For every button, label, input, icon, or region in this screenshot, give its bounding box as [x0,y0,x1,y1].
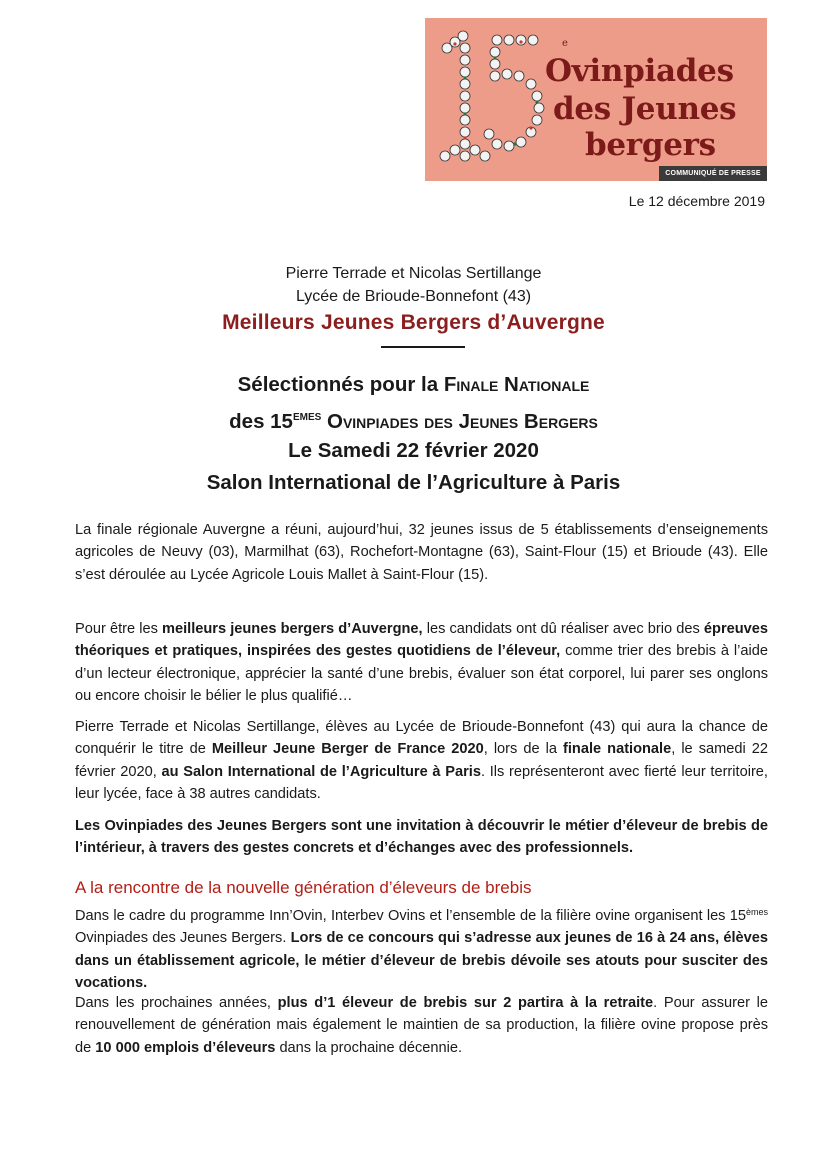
logo-superscript: e [562,38,568,49]
paragraph-invitation: Les Ovinpiades des Jeunes Bergers sont une invitation à découvrir le métier d’éleveur de brebis de l’intérieur, à travers des gestes concrets et d’échanges avec des professionnels. [75,818,768,857]
headline-line-2: des 15EMES Ovinpiades des Jeunes Bergers [229,410,598,433]
paragraph-program: Dans le cadre du programme Inn’Ovin, Interbev Ovins et l’ensemble de la filière ovine organisent les 15èmes Ovinpiades des Jeunes Bergers. Lors de ce concours qui s’adresse aux jeunes de 16 à 24 ans, élèves dans un établissement agricole, le métier d’éleveur de brebis dévoile ses atouts pour susciter des vocations. [75,907,768,992]
section-subheading: A la rencontre de la nouvelle génération d’éleveurs de brebis [75,878,532,897]
logo-line-1: Ovinpiades [545,53,734,89]
school-name: Lycée de Brioude-Bonnefont (43) [295,288,532,305]
paragraph-finalists: Pierre Terrade et Nicolas Sertillange, élèves au Lycée de Brioude-Bonnefont (43) qui aura la chance de conquérir le titre de Meilleur Jeune Berger de France 2020, lors de la finale nationale, le samedi 22 février 2020, au Salon International de l’Agriculture à Paris. Ils représenteront avec fierté leur territoire, leur lycée, face à 38 autres candidats. [75,719,769,803]
header-names-block [0,262,827,308]
title-divider [381,346,465,348]
logo-line-3: bergers [585,127,716,163]
logo-line-2: des Jeunes [553,91,737,127]
paragraph-jobs: Dans les prochaines années, plus d’1 éleveur de brebis sur 2 partira à la retraite. Pour assurer le renouvellement de génération mais également le maintien de sa production, la filière ovine propose près de 10 000 emplois d’éleveurs dans la prochaine décennie. [75,995,768,1056]
winner-names: Pierre Terrade et Nicolas Sertillange [285,265,542,282]
paragraph-regional-final: La finale régionale Auvergne a réuni, aujourd’hui, 32 jeunes issus de 5 établissements d’enseignements agricoles de Neuvy (03), Marmilhat (63), Rochefort-Montagne (63), Saint-Flour (15) et Brioude (43). Elle s’est déroulée au Lycée Agricole Louis Mallet à Saint-Flour (15). [75,522,768,583]
ovinpiades-logo [425,18,767,181]
headline-line-1: Sélectionnés pour la Finale Nationale [237,373,590,396]
paragraph-events: Pour être les meilleurs jeunes bergers d’Auvergne, les candidats ont dû réaliser avec brio des épreuves théoriques et pratiques, inspirées des gestes quotidiens de l’éleveur, comme trier des brebis à l’aide d’un lecteur électronique, apprécier la santé d’une brebis, évaluer son état corporel, lui parer ses onglons ou encore choisir le bélier le plus qualifié… [75,621,769,705]
press-release-band: COMMUNIQUÉ DE PRESSE [659,166,767,181]
headline-line-4: Salon International de l’Agriculture à Paris [206,471,621,494]
headline-line-3: Le Samedi 22 février 2020 [288,439,539,462]
sheep-15-illustration [425,18,555,181]
release-date: Le 12 décembre 2019 [628,193,765,209]
main-title: Meilleurs Jeunes Bergers d’Auvergne [222,311,605,334]
